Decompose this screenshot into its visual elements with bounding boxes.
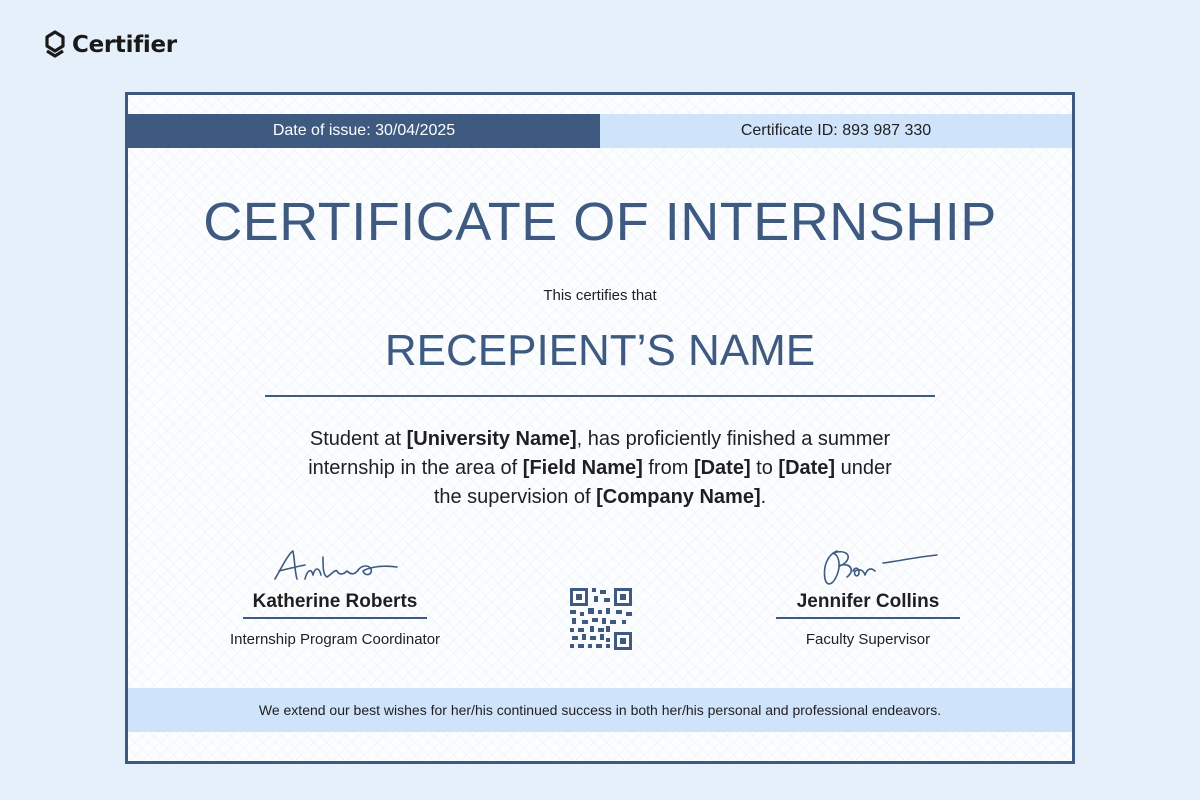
signature-jennifer-collins: [793, 545, 943, 591]
signatory-name: Katherine Roberts: [252, 591, 418, 612]
certificate: [125, 92, 1075, 764]
signature-katherine-roberts: [265, 545, 405, 591]
signatory-name: Jennifer Collins: [796, 591, 940, 612]
body-text-segment: to: [750, 457, 779, 479]
certificate-body: [278, 425, 922, 512]
certificate-id: Certificate ID: 893 987 330: [600, 114, 1072, 148]
body-text-segment: .: [760, 486, 767, 508]
body-text-segment: under: [835, 457, 892, 479]
field-placeholder: [Field Name]: [522, 457, 643, 479]
certifier-logo-icon: [44, 30, 66, 60]
brand-name: Certifier: [72, 32, 177, 58]
certifies-text: This certifies that: [543, 287, 657, 304]
signature-line: [776, 617, 960, 619]
date-of-issue: Date of issue: 30/04/2025: [128, 114, 600, 148]
signatory-right: [733, 545, 1003, 648]
certifier-logo: [44, 30, 177, 60]
body-text-segment: the supervision of: [433, 486, 597, 508]
recipient-underline: [265, 395, 935, 397]
signatory-role: Faculty Supervisor: [805, 631, 931, 648]
body-text-segment: from: [642, 457, 694, 479]
end-date-placeholder: [Date]: [778, 457, 836, 479]
body-text-segment: Student at: [309, 428, 407, 450]
certificate-footer: We extend our best wishes for her/his continued success in both her/his personal and professional endeavors.: [128, 688, 1072, 732]
signatory-role: Internship Program Coordinator: [229, 631, 441, 648]
recipient-name: RECEPIENT’S NAME: [384, 326, 816, 375]
signature-line: [243, 617, 427, 619]
qr-code-icon: [570, 588, 632, 650]
university-placeholder: [University Name]: [406, 428, 577, 450]
body-text-segment: , has proficiently finished a summer: [576, 428, 891, 450]
company-placeholder: [Company Name]: [596, 486, 761, 508]
certificate-title: CERTIFICATE OF INTERNSHIP: [203, 192, 997, 252]
signatory-left: [200, 545, 470, 648]
body-text-segment: internship in the area of: [308, 457, 523, 479]
start-date-placeholder: [Date]: [693, 457, 751, 479]
certificate-header-bar: [128, 114, 1072, 148]
